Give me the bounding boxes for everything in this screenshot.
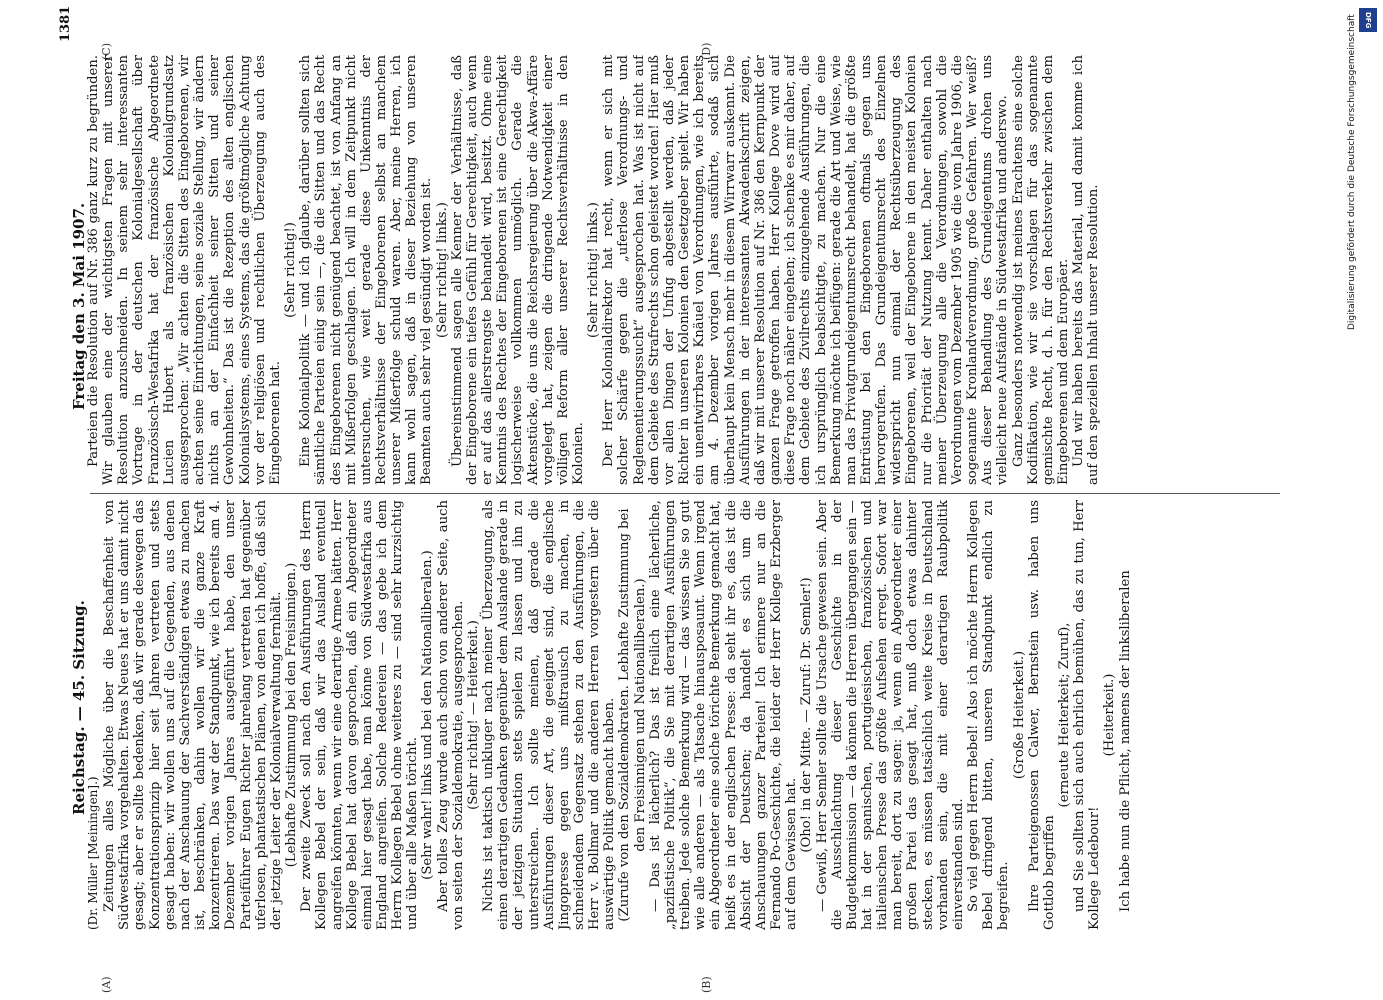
interjection: (Zurufe von den Sozialdemokraten. Lebhafte Zustimmung bei den Freisinnigen und Nationalliberalen.)	[617, 508, 648, 922]
paragraph: Parteien die Resolution auf Nr. 386 ganz kurz zu begründen. Wir glauben eine der wichtigsten Fragen mit unserer Resolution anzuschneiden. In seinem sehr interessanten Vortrage in der deutschen Kolonialgesellschaft über Französisch-Westafrika hat der französische Abgeordnete Lucien Hubert als französischen Kolonialgrundsatz ausgesprochen: „Wir achten die Sitten des Eingeborenen, wir achten seine Einrichtungen, seine soziale Stellung, wir ändern nichts an der Einfachheit seiner Sitten und seiner Gewohnheiten.“ Das ist die Rezeption des alten englischen Kolonialsystems, eines Systems, das die größtmögliche Achtung vor der religiösen und rechtlichen Überzeugung auch des Eingeborenen hat.	[86, 55, 283, 485]
left-paragraphs	[102, 500, 1133, 930]
paragraph: Ganz besonders notwendig ist meines Erachtens eine solche Kodifikation, wie wir sie vorschlagen für das sogenannte gemischte Recht, d. h. für den Rechtsverkehr zwischen dem Eingeborenen und dem Europäer.	[1010, 55, 1071, 485]
text-column-left	[86, 500, 1298, 930]
right-paragraphs	[86, 55, 1101, 485]
running-header-left: Reichstag. — 45. Sitzung.	[70, 600, 88, 815]
interjection: (Heiterkeit.)	[1102, 673, 1118, 757]
interjection: (Große Heiterkeit.)	[1011, 650, 1027, 780]
paragraph: Eine Kolonialpolitik — und ich glaube, darüber sollten sich sämtliche Parteien einig sein —, die die Sitten und das Recht des Eingeborenen nicht genügend beachtet, ist von Anfang an mit Mißerfolgen geschlagen. Ich will in dem Zeitpunkt nicht untersuchen, wie weit gerade diese Unkenntnis der Rechtsverhältnisse der Eingeborenen selbst an manchem unserer Mißerfolge schuld waren. Aber, meine Herren, ich kann wohl sagen, daß in dieser Beziehung von unseren Beamten auch sehr viel gesündigt worden ist.	[298, 55, 435, 485]
paragraph: So viel gegen Herrn Bebel! Also ich möchte Herrn Kollegen Bebel dringend bitten, unseren Standpunkt endlich zu begreifen.	[966, 500, 1012, 930]
interjection: (Sehr richtig! — Heiterkeit.)	[465, 620, 481, 810]
margin-marker-b: (B)	[700, 976, 713, 993]
interjection: (Sehr richtig! links.)	[434, 202, 450, 338]
column-divider	[90, 493, 1280, 494]
paragraph: Aber tolles Zeug wurde auch schon von anderer Seite, auch von seiten der Sozialdemokratie, ausgesprochen.	[435, 500, 466, 930]
paragraph: Ihre Parteigenossen Calwer, Bernstein usw. haben uns Gottlob begriffen	[1026, 500, 1057, 930]
interjection: (erneute Heiterkeit; Zuruf),	[1057, 622, 1072, 808]
paragraph: Der zweite Zweck soll nach den Ausführungen des Herrn Kollegen Bebel der sein, daß wir das Ausland eventuell angreifen könnten, wenn wir eine derartige Armee hätten. Herr Kollege Bebel hat davon gesprochen, daß ein Abgeordneter einmal hier gesagt habe, man könne von Südwestafrika aus England angreifen. Solche Redereien — das gebe ich dem Herrn Kollegen Bebel ohne weiteres zu — sind sehr kurzsichtig und über alle Maßen töricht.	[299, 500, 421, 930]
margin-marker-a: (A)	[100, 976, 113, 993]
paragraph: Der Herr Kolonialdirektor hat recht, wenn er sich mit solcher Schärfe gegen die „uferlose Verordnungs- und Reglementierungssucht“ ausgesprochen hat. Was ist nicht auf dem Gebiete des Strafrechts schon geleistet worden! Hier muß vor allen Dingen der Unfug abgestellt werden, daß jeder Richter in unseren Kolonien den Gesetzgeber spielt. Wir haben ein unentwirrbares Knäuel von Verordnungen, wie ich bereits am 4. Dezember vorigen Jahres ausführte, sodaß sich überhaupt kein Mensch mehr in diesem Wirrwarr auskennt. Die Ausführungen in der interessanten Akwadenkschrift zeigen, daß wir mit unserer Resolution auf Nr. 386 den Kernpunkt der ganzen Frage getroffen haben. Herr Kollege Dove wird auf diese Frage noch näher eingehen; ich schenke es mir daher, auf dem Gebiete des Zivilrechts einzugehende Ausführungen, die ich ursprünglich beabsichtigte, zu machen. Nur die eine Bemerkung möchte ich beifügen: gerade die Art und Weise, wie man das Privatgrundeigentumsrecht behandelt, hat die größte Entrüstung bei den Eingeborenen oftmals gegen uns hervorgerufen. Das Grundeigentumsrecht des Einzelnen widerspricht nun einmal der Rechtsüberzeugung des Eingeborenen, weil der Eingeborene in den meisten Kolonien nur die Priorität der Nutzung kennt. Daher enthalten nach meiner Überzeugung alle die Verordnungen, sowohl die Verordnungen vom Dezember 1905 wie die vom Jahre 1906, die sogenannte Kronlandverordnung, große Gefahren. Wer weiß? Aus dieser Behandlung des Grundeigentums drohen uns vielleicht neue Aufstände in Südwestafrika und anderswo.	[601, 55, 1011, 485]
paragraph: — Gewiß, Herr Semler sollte die Ursache gewesen sein. Aber die Ausschlachtung dieser Geschichte in der Budgetkommission — da können die Herren übergangen sein — hat in der spanischen, portugiesischen, französischen und italienischen Presse das größte Aufsehen erregt. Sofort war man bereit, dort zu sagen: ja, wenn ein Abgeordneter einer großen Partei das gesagt hat, muß doch etwas dahinter stecken, es müssen tatsächlich weite Kreise in Deutschland vorhanden sein, die mit einer derartigen Raubpolitik einverstanden sind.	[814, 500, 966, 930]
page-number: 1381	[58, 5, 73, 42]
digitization-note: Digitalisierung gefördert durch die Deutsche Forschungsgemeinschaft	[1347, 14, 1357, 330]
dfg-logo: DFG	[1359, 8, 1377, 32]
interjection: (Lebhafte Zustimmung bei den Freisinnigen.)	[284, 562, 300, 868]
interjection: (Sehr wahr! links und bei den Nationalliberalen.)	[420, 550, 436, 880]
text-column-right	[86, 55, 1298, 485]
paragraph: und Sie sollten sich auch ehrlich bemühen, das zu tun, Herr Kollege Ledebour!	[1072, 500, 1103, 930]
paragraph: Nichts ist taktisch unkluger nach meiner Überzeugung, als einen derartigen Gedanken gegenüber dem Auslande gerade in der jetzigen Situation stets spielen zu lassen und ihn zu unterstreichen. Ich sollte meinen, daß gerade die Ausführungen dieser Art, die geeignet sind, die englische Jingopresse gegen uns mißtrauisch zu machen, in schneidendem Gegensatz stehen zu den Ausführungen, die Herr v. Bollmar und die anderen Herren vorgestern über die auswärtige Politik gemacht haben.	[481, 500, 618, 930]
paragraph: Ich habe nun die Pflicht, namens der linksliberalen	[1117, 570, 1133, 912]
paragraph: Übereinstimmend sagen alle Kenner der Verhältnisse, daß der Eingeborene ein tiefes Gefühl für Gerechtigkeit, auch wenn er auf das allerstrengste behandelt wird, besitzt. Ohne eine Kenntnis des Rechtes der Eingeborenen ist eine Gerechtigkeit logischerweise vollkommen unmöglich. Gerade die Aktenstücke, die uns die Reichsregierung über die Akwa-Affäre vorgelegt hat, zeigen die dringende Notwendigkeit einer völligen Reform aller unserer Rechtsverhältnisse in den Kolonien.	[449, 55, 586, 485]
speaker-label: (Dr. Müller [Meiningen].)	[86, 776, 100, 930]
interjection: (Sehr richtig!)	[283, 222, 299, 318]
paragraph: Und wir haben bereits das Material, und damit komme ich auf den speziellen Inhalt unserer Resolution.	[1071, 55, 1102, 485]
margin-marker-c: (C)	[100, 43, 113, 60]
paragraph: — Das ist lächerlich? Das ist freilich eine lächerliche, „pazifistische Politik“, die Sie mit derartigen Ausführungen treiben. Jede solche Bemerkung wird — das wissen Sie so gut wie alle anderen — als Tatsache hinausposaunt. Wenn irgend ein Abgeordneter eine solche törichte Bemerkung gemacht hat, heißt es in der englischen Presse: da seht ihr es, das ist die Absicht der Deutschen; da handelt es sich um die Anschauungen ganzer Parteien! Ich erinnere nur an die Fernando Po-Geschichte, die leider der Herr Kollege Erzberger auf dem Gewissen hat.	[647, 500, 800, 930]
running-header-date: Freitag den 3. Mai 1907.	[70, 202, 88, 410]
margin-marker-d: (D)	[700, 42, 713, 60]
paragraph: Zeitungen alles Mögliche über die Beschaffenheit von Südwestafrika vorgehalten. Etwas Neues hat er uns damit nicht gesagt; aber er sollte bedenken, daß wir gerade deswegen das Konzentrationsprinzip hier seit Jahren vertreten und stets gesagt haben: wir wollen uns auf die Gegenden, aus denen nach der Anschauung der Sachverständigen etwas zu machen ist, beschränken, dahin wollen wir die ganze Kraft konzentrieren. Das war der Standpunkt, wie ich bereits am 4. Dezember vorigen Jahres ausgeführt habe, den unser Parteiführer Eugen Richter jahrelang vertreten hat gegenüber uferlosen, phantastischen Plänen, von denen ich hoffe, daß sich der jetzige Leiter der Kolonialverwaltung fernhält.	[102, 500, 284, 930]
interjection: (Oho! in der Mitte. — Zuruf: Dr. Semler!)	[799, 577, 815, 853]
interjection: (Sehr richtig! links.)	[586, 202, 602, 338]
